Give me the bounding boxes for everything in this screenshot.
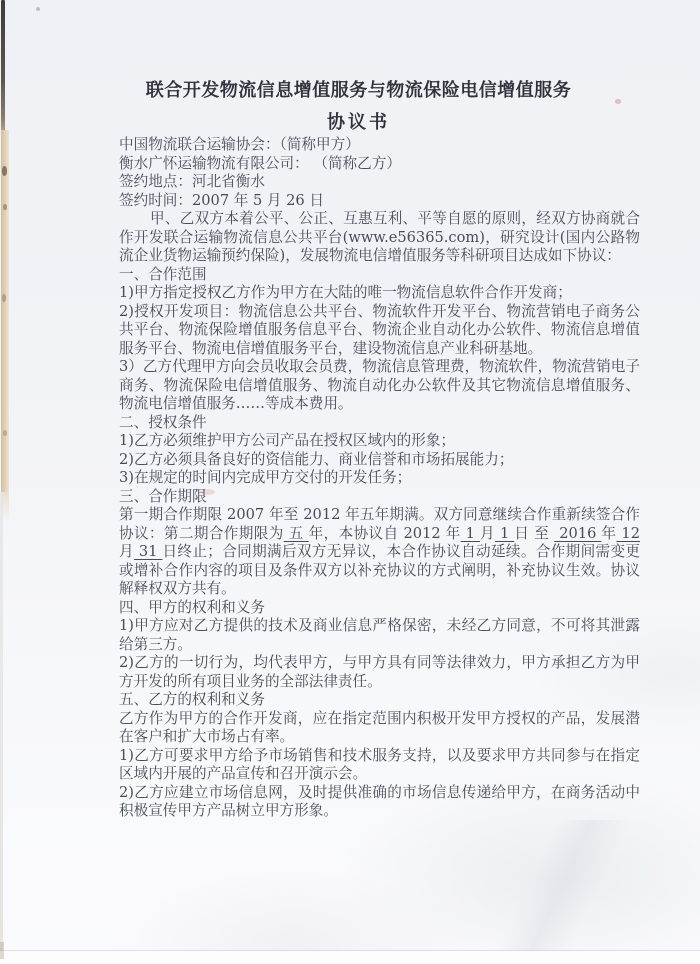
scan-speck bbox=[2, 294, 6, 302]
section2-heading: 二、授权条件 bbox=[119, 413, 207, 431]
term-text: 月 bbox=[119, 543, 134, 560]
term-end-month-value: 12 bbox=[616, 524, 640, 542]
section1-item-1: 1)甲方指定授权乙方作为甲方在大陆的唯一物流信息软件合作开发商； bbox=[119, 284, 572, 301]
section1-item-3: 3）乙方代理甲方向会员收取会员费，物流信息管理费，物流软件，物流营销电子商务、物流保险电信增值服务、物流自动化办公软件及其它物流信息增值服务、物流电信增值服务……等成本费用。 bbox=[119, 358, 640, 412]
scan-speck bbox=[3, 430, 7, 436]
section5-heading: 五、乙方的权利和义务 bbox=[119, 691, 265, 708]
section5-intro: 乙方作为甲方的合作开发商，应在指定范围内积极开发甲方授权的产品，发展潜在客户和扩大市场占有率。 bbox=[119, 709, 640, 745]
term-text: 年 bbox=[601, 524, 617, 542]
preamble-paragraph: 甲、乙双方本着公平、公正、互惠互利、平等自愿的原则，经双方协商就合作开发联合运输物流信息公共平台(www.e56365.com)，研究设计(国内公路物流企业货物运输预约保险)，发展物流电信增值服务等科研项目达成如下协议： bbox=[119, 210, 640, 264]
term-start-day-value: 1 bbox=[494, 524, 515, 542]
term-years-value: 五 bbox=[283, 524, 309, 542]
term-text: 年，本协议自 2012 年 bbox=[308, 524, 461, 542]
section4-item-1: 1)甲方应对乙方提供的技术及商业信息严格保密，未经乙方同意，不可将其泄露给第三方。 bbox=[119, 617, 640, 653]
section2-item-3: 3)在规定的时间内完成甲方交付的开发任务； bbox=[119, 469, 412, 486]
document-title-line2: 协议书 bbox=[327, 112, 390, 133]
scan-speck bbox=[0, 942, 4, 959]
scan-artifact-binding-strip bbox=[1, 130, 9, 492]
signing-date-line: 签约时间：2007 年 5 月 26 日 bbox=[119, 191, 324, 209]
section1-heading: 一、合作范围 bbox=[119, 265, 207, 283]
scan-artifact-left-lower-edge bbox=[0, 492, 3, 964]
term-text: 日 至 bbox=[514, 524, 555, 542]
section2-item-1: 1)乙方必须维护甲方公司产品在授权区域内的形象； bbox=[119, 432, 456, 449]
term-end-day-value: 31 bbox=[133, 543, 163, 560]
section5-item-1: 1)乙方可要求甲方给予市场销售和技术服务支持，以及要求甲方共同参与在指定区域内开展的产品宣传和召开演示会。 bbox=[119, 746, 640, 782]
section5-item-2: 2)乙方应建立市场信息网，及时提供准确的市场信息传递给甲方，在商务活动中积极宣传甲方产品树立甲方形象。 bbox=[119, 783, 640, 819]
term-text: 月 bbox=[479, 524, 495, 542]
scan-artifact-bottom-edge bbox=[0, 951, 700, 964]
party-a-line: 中国物流联合运输协会：（简称甲方） bbox=[119, 136, 360, 153]
document-title-line1: 联合开发物流信息增值服务与物流保险电信增值服务 bbox=[145, 80, 572, 101]
section3-term-paragraph bbox=[119, 506, 640, 599]
section4-item-2: 2)乙方的一切行为，均代表甲方，与甲方具有同等法律效力，甲方承担乙方为甲方开发的所有项目业务的全部法律责任。 bbox=[119, 654, 640, 690]
signing-place-line: 签约地点：河北省衡水 bbox=[119, 173, 265, 190]
term-start-month-value: 1 bbox=[460, 524, 480, 542]
agreement-document bbox=[119, 78, 640, 821]
paper-crease-shadow bbox=[420, 820, 700, 960]
scan-artifact-left-dark-edge bbox=[1, 0, 5, 132]
term-text: 日终止；合同期满后双方无异议，本合作协议自动延续。合作期间需变更或增补合作内容的项目及条件双方以补充协议的方式阐明，补充协议生效。协议解释权双方共有。 bbox=[119, 543, 640, 597]
section2-item-2: 2)乙方必须具备良好的资信能力、商业信誉和市场拓展能力； bbox=[119, 450, 514, 468]
section4-heading: 四、甲方的权利和义务 bbox=[119, 598, 265, 616]
section3-heading: 三、合作期限 bbox=[119, 487, 207, 505]
term-text: 第一期合作期限 2007 年至 2012 年五年期满。双方同意继续合作重新续签合作协议：第二期合作期限为 bbox=[119, 506, 640, 542]
scan-speck bbox=[36, 7, 40, 11]
scan-speck bbox=[2, 166, 7, 176]
term-end-year-value: 2016 bbox=[554, 524, 602, 542]
party-b-line: 衡水广怀运输物流有限公司： （简称乙方） bbox=[119, 154, 401, 172]
section1-item-2: 2)授权开发项目：物流信息公共平台、物流软件开发平台、物流营销电子商务公共平台、物流保险增值服务信息平台、物流企业自动化办公软件、物流信息增值服务平台、物流电信增值服务平台，建设物流信息产业科研基地。 bbox=[119, 302, 640, 357]
scan-speck bbox=[3, 204, 7, 210]
